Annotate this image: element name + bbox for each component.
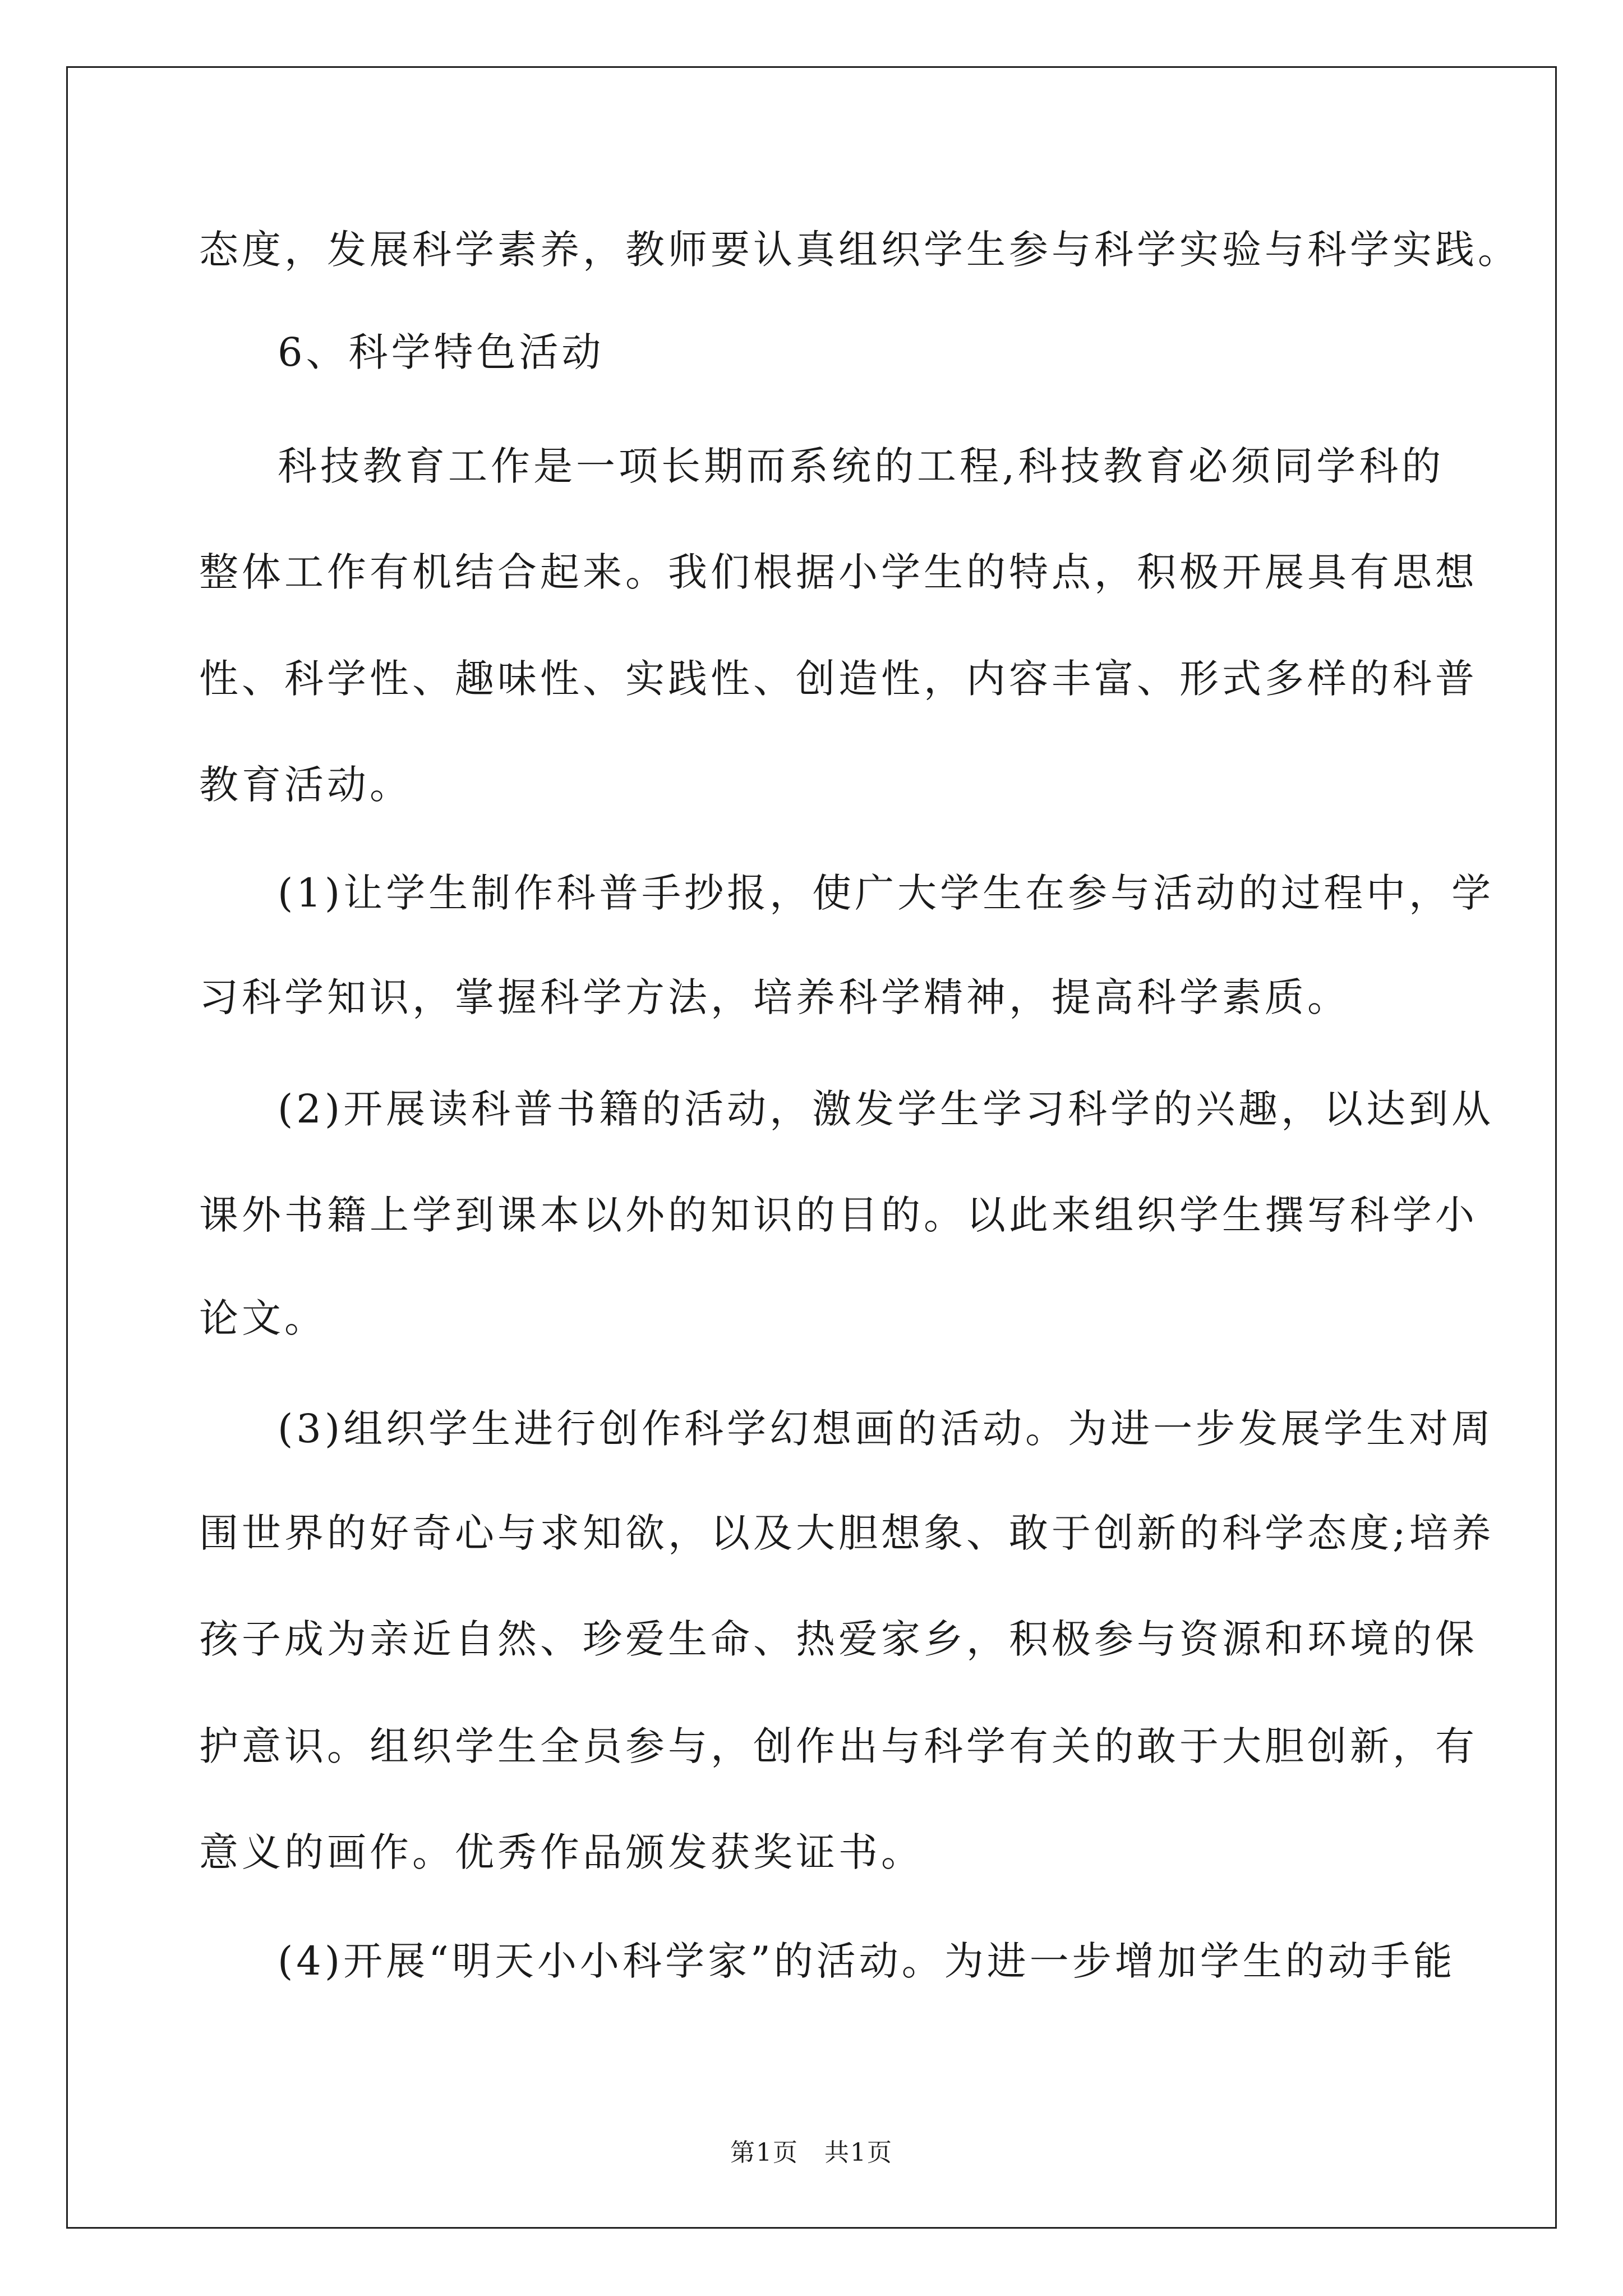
body-line-11: 论文。 [199, 1295, 327, 1341]
body-line-16: 意义的画作。优秀作品颁发获奖证书。 [199, 1829, 924, 1875]
body-line-15: 护意识。组织学生全员参与，创作出与科学有关的敢于大胆创新，有 [199, 1723, 1478, 1769]
section-heading: 6、科学特色活动 [278, 329, 605, 375]
body-line-10: 课外书籍上学到课本以外的知识的目的。以此来组织学生撰写科学小 [199, 1192, 1478, 1238]
body-line-14: 孩子成为亲近自然、珍爱生命、热爱家乡，积极参与资源和环境的保 [199, 1616, 1478, 1662]
body-line-12: (3)组织学生进行创作科学幻想画的活动。为进一步发展学生对周 [278, 1406, 1495, 1452]
body-line-17: (4)开展“明天小小科学家”的活动。为进一步增加学生的动手能 [278, 1938, 1456, 1984]
body-line-1: 态度，发展科学素养，教师要认真组织学生参与科学实验与科学实践。 [199, 227, 1520, 273]
page-frame [66, 66, 1557, 2229]
body-line-5: 性、科学性、趣味性、实践性、创造性，内容丰富、形式多样的科普 [199, 656, 1478, 702]
body-line-4: 整体工作有机结合起来。我们根据小学生的特点，积极开展具有思想 [199, 549, 1478, 595]
body-line-13: 围世界的好奇心与求知欲，以及大胆想象、敢于创新的科学态度;培养 [199, 1510, 1495, 1556]
body-line-9: (2)开展读科普书籍的活动，激发学生学习科学的兴趣，以达到从 [278, 1086, 1495, 1132]
page-number-footer: 第1页 共1页 [730, 2138, 893, 2167]
body-line-6: 教育活动。 [199, 762, 412, 808]
body-line-8: 习科学知识，掌握科学方法，培养科学精神，提高科学素质。 [199, 974, 1350, 1020]
body-line-3: 科技教育工作是一项长期而系统的工程,科技教育必须同学科的 [278, 443, 1445, 489]
body-line-7: (1)让学生制作科普手抄报，使广大学生在参与活动的过程中，学 [278, 870, 1495, 916]
